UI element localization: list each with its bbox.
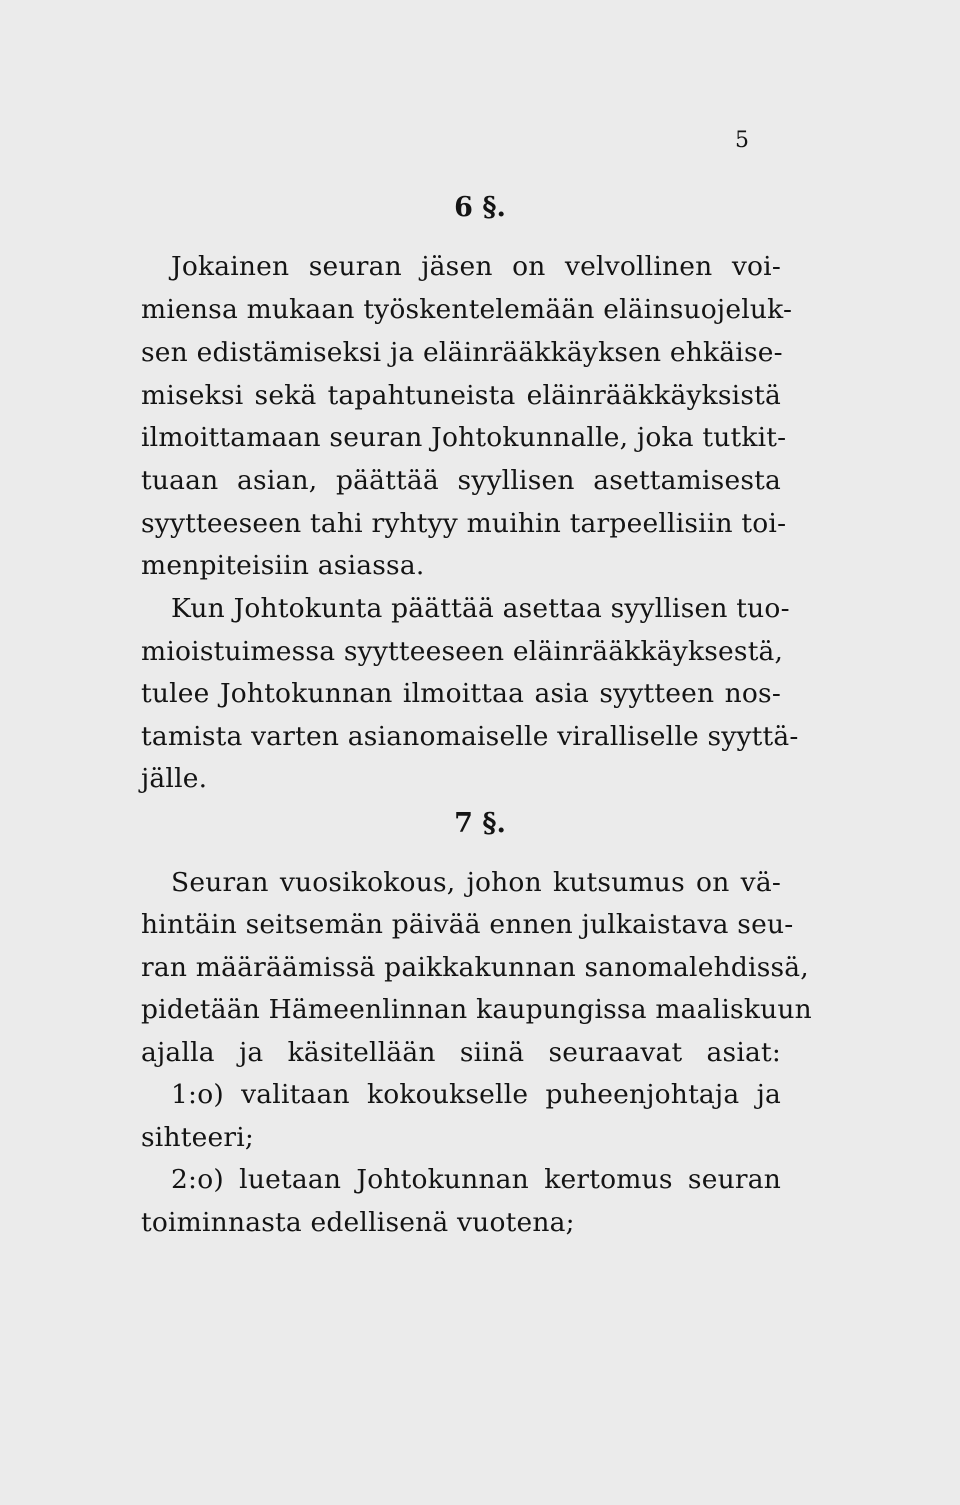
text-line: jälle. [141, 763, 208, 794]
text-line: mioistuimessa syytteeseen eläinrääkkäyksestä, [141, 636, 784, 667]
text-line: pidetään Hämeenlinnan kaupungissa maaliskuun [141, 994, 812, 1025]
page-number: 5 [735, 128, 749, 153]
text-line: sihteeri; [141, 1122, 255, 1153]
text-line: menpiteisiin asiassa. [141, 550, 425, 581]
text-line: syytteeseen tahi ryhtyy muihin tarpeellisiin toi- [141, 508, 787, 539]
text-line: 2:o) luetaan Johtokunnan kertomus seuran [171, 1164, 781, 1195]
text-line: Jokainen seuran jäsen on velvollinen voi- [171, 251, 781, 282]
text-line: tulee Johtokunnan ilmoittaa asia syytteen nos- [141, 678, 781, 709]
text-line: miseksi sekä tapahtuneista eläinrääkkäyksistä [141, 380, 781, 411]
text-line: 1:o) valitaan kokoukselle puheenjohtaja ja [171, 1079, 781, 1110]
text-line: ran määräämissä paikkakunnan sanomalehdissä, [141, 952, 809, 983]
section-heading-6: 6 §. [454, 192, 506, 223]
text-line: tamista varten asianomaiselle viralliselle syyttä- [141, 721, 799, 752]
text-line: miensa mukaan työskentelemään eläinsuojeluk- [141, 294, 793, 325]
text-line: ilmoittamaan seuran Johtokunnalle, joka tutkit- [141, 422, 787, 453]
text-line: tuaan asian, päättää syyllisen asettamisesta [141, 465, 781, 496]
text-line: toiminnasta edellisenä vuotena; [141, 1207, 575, 1238]
text-line: Seuran vuosikokous, johon kutsumus on vä- [171, 867, 781, 898]
text-line: hintäin seitsemän päivää ennen julkaistava seu- [141, 909, 794, 940]
text-line: Kun Johtokunta päättää asettaa syyllisen tuo- [171, 593, 790, 624]
text-line: ajalla ja käsitellään siinä seuraavat asiat: [141, 1037, 781, 1068]
section-heading-7: 7 §. [454, 808, 506, 839]
text-line: sen edistämiseksi ja eläinrääkkäyksen ehkäise- [141, 337, 783, 368]
